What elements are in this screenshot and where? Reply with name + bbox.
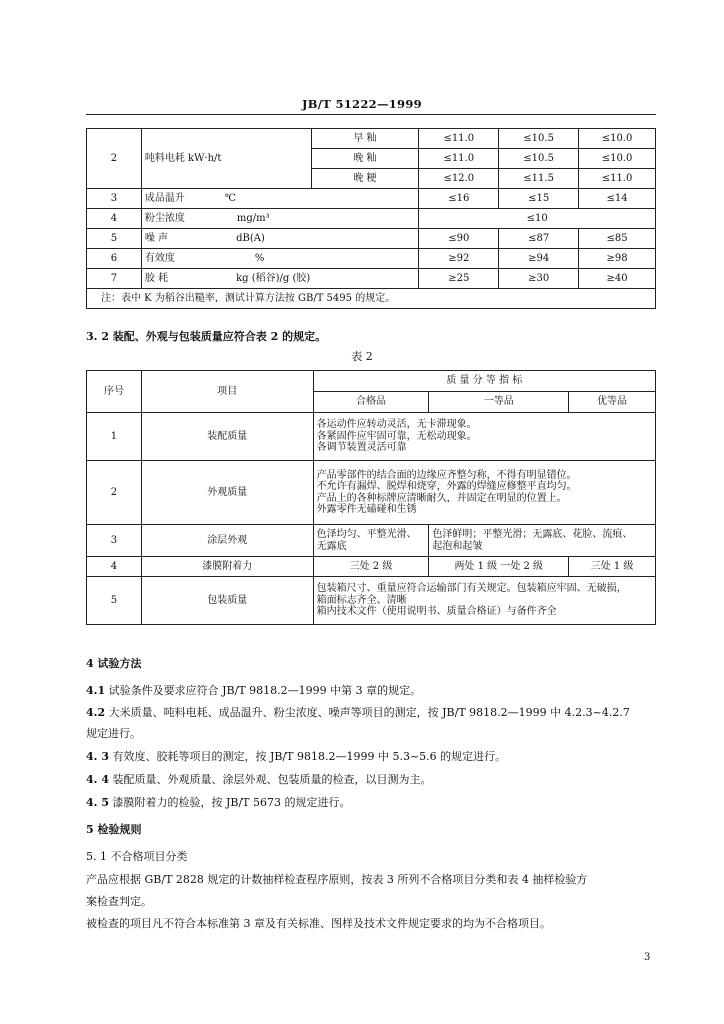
value-cell: ≥30	[499, 269, 579, 289]
value-cell: ≤10.5	[499, 149, 579, 169]
value-cell: ≤12.0	[419, 169, 499, 189]
value-cell: ≤10.0	[579, 129, 656, 149]
value-cell: ≤85	[579, 229, 656, 249]
item-unit: ℃	[224, 192, 237, 204]
row-item: 装配质量	[141, 413, 313, 461]
header-level: 优等品	[569, 392, 656, 413]
value-cell: ≤90	[419, 229, 499, 249]
value-cell: ≤11.0	[419, 149, 499, 169]
clause-4-1	[86, 684, 421, 697]
page-number: 3	[644, 952, 651, 963]
value-cell: ≥94	[499, 249, 579, 269]
row-no: 2	[87, 129, 142, 189]
row-item: 外观质量	[141, 461, 313, 525]
value-cell: ≥92	[419, 249, 499, 269]
row-item: 漆膜附着力	[141, 557, 313, 577]
header-level: 一等品	[429, 392, 569, 413]
grade-value: 三处 1 级	[569, 557, 656, 577]
value-cell: ≥25	[419, 269, 499, 289]
clause-text: 有效度、胶耗等项目的测定，按 JB/T 9818.2—1999 中 5.3~5.6 的规定进行。	[108, 750, 507, 763]
header-level: 合格品	[313, 392, 429, 413]
table-note: 注：表中 K 为稻谷出糙率，测试计算方法按 GB/T 5495 的规定。	[87, 289, 656, 309]
clause-4-4	[86, 773, 431, 786]
value-cell: ≤11.0	[419, 129, 499, 149]
rice-type: 晚 籼	[311, 149, 419, 169]
value-cell: ≥98	[579, 249, 656, 269]
row-item	[141, 209, 418, 229]
row-no: 2	[87, 461, 142, 525]
row-item	[141, 249, 418, 269]
row-no: 3	[87, 525, 142, 557]
item-label: 胶 耗	[144, 272, 169, 284]
section-4-title: 4 试验方法	[86, 657, 142, 670]
requirement-text: 产品零部件的结合面的边缘应齐整匀称，不得有明显错位。 不允许有漏焊、脱焊和烧穿，外露的焊缝应修整平直均匀。 产品上的各种标牌应清晰耐久，并固定在明显的位置上。 外露零件无磕碰和生锈	[313, 461, 655, 525]
clause-text: 试验条件及要求应符合 JB/T 9818.2—1999 中第 3 章的规定。	[105, 684, 422, 697]
table-caption: 表 2	[351, 350, 373, 363]
row-no: 6	[87, 249, 142, 269]
value-cell: ≤11.5	[499, 169, 579, 189]
merged-value-cell: ≤10	[419, 209, 656, 229]
clause-4-5	[86, 796, 350, 809]
row-item: 吨料电耗 kW·h/t	[141, 129, 311, 189]
value-cell: ≤16	[419, 189, 499, 209]
value-cell: ≤14	[579, 189, 656, 209]
paragraph-line: 案检查判定。	[86, 895, 152, 908]
header-rule	[86, 114, 656, 115]
clause-number: 4. 5	[86, 796, 109, 809]
clause-text: 装配质量、外观质量、涂层外观、包装质量的检查，以目测为主。	[108, 773, 432, 786]
header-no: 序号	[87, 371, 142, 413]
clause-4-2	[86, 706, 630, 719]
clause-text: 漆膜附着力的检验，按 JB/T 5673 的规定进行。	[108, 796, 351, 809]
quality-table	[86, 370, 656, 625]
document-header: JB/T 51222—1999	[302, 97, 422, 111]
value-cell: ≤11.0	[579, 169, 656, 189]
grade-value: 三处 2 级	[313, 557, 429, 577]
section-5-title: 5 检验规则	[86, 823, 142, 836]
row-item	[141, 229, 418, 249]
clause-3-2: 3. 2 装配、外观与包装质量应符合表 2 的规定。	[86, 330, 327, 343]
rice-type: 晚 粳	[311, 169, 419, 189]
paragraph-line: 被检查的项目凡不符合本标准第 3 章及有关标准、图样及技术文件规定要求的均为不合格项目。	[86, 917, 551, 930]
requirement-text: 包装箱尺寸、重量应符合运输部门有关规定。包装箱应牢固、无破损， 箱面标志齐全、清晰 箱内技术文件（使用说明书、质量合格证）与备件齐全	[313, 577, 655, 625]
value-cell: ≤10.0	[579, 149, 656, 169]
value-cell: ≥40	[579, 269, 656, 289]
clause-number: 4.2	[86, 706, 106, 719]
clause-4-2-cont: 规定进行。	[86, 727, 141, 740]
header-item: 项目	[141, 371, 313, 413]
row-no: 5	[87, 229, 142, 249]
row-item: 包装质量	[141, 577, 313, 625]
value-cell: ≤87	[499, 229, 579, 249]
paragraph-line: 产品应根据 GB/T 2828 规定的计数抽样检查程序原则，按表 3 所列不合格项目分类和表 4 抽样检验方	[86, 873, 588, 886]
item-unit: mg/m³	[236, 212, 270, 224]
item-label: 有效度	[144, 252, 175, 264]
row-no: 7	[87, 269, 142, 289]
row-item: 涂层外观	[141, 525, 313, 557]
item-label: 噪 声	[144, 232, 169, 244]
item-unit: dB(A)	[236, 232, 265, 244]
row-no: 4	[87, 209, 142, 229]
row-no: 5	[87, 577, 142, 625]
grade-value: 两处 1 级 一处 2 级	[429, 557, 569, 577]
clause-number: 4.1	[86, 684, 106, 697]
clause-number: 4. 4	[86, 773, 109, 786]
clause-text: 大米质量、吨料电耗、成品温升、粉尘浓度、噪声等项目的测定，按 JB/T 9818.2—1999 中 4.2.3~4.2.7	[105, 706, 630, 719]
row-item	[141, 269, 418, 289]
requirement-text: 色泽鲜明；平整光滑；无露底、花脸、流痕、 起泡和起皱	[429, 525, 656, 557]
rice-type: 早 籼	[311, 129, 419, 149]
item-label: 粉尘浓度	[144, 212, 185, 224]
row-no: 4	[87, 557, 142, 577]
item-label: 成品温升	[144, 192, 185, 204]
item-unit: %	[254, 252, 265, 264]
header-grade: 质 量 分 等 指 标	[313, 371, 655, 392]
value-cell: ≤10.5	[499, 129, 579, 149]
clause-4-3	[86, 750, 506, 763]
item-unit: kg (稻谷)/g (胶)	[236, 272, 311, 284]
performance-table	[86, 128, 656, 309]
requirement-text: 各运动件应转动灵活，无卡滞现象。 各紧固件应牢固可靠，无松动现象。 各调节装置灵活可靠	[313, 413, 655, 461]
row-item	[141, 189, 418, 209]
row-no: 3	[87, 189, 142, 209]
clause-number: 4. 3	[86, 750, 109, 763]
requirement-text: 色泽均匀、平整光滑、 无露底	[313, 525, 429, 557]
clause-5-1: 5. 1 不合格项目分类	[86, 850, 188, 863]
row-no: 1	[87, 413, 142, 461]
value-cell: ≤15	[499, 189, 579, 209]
